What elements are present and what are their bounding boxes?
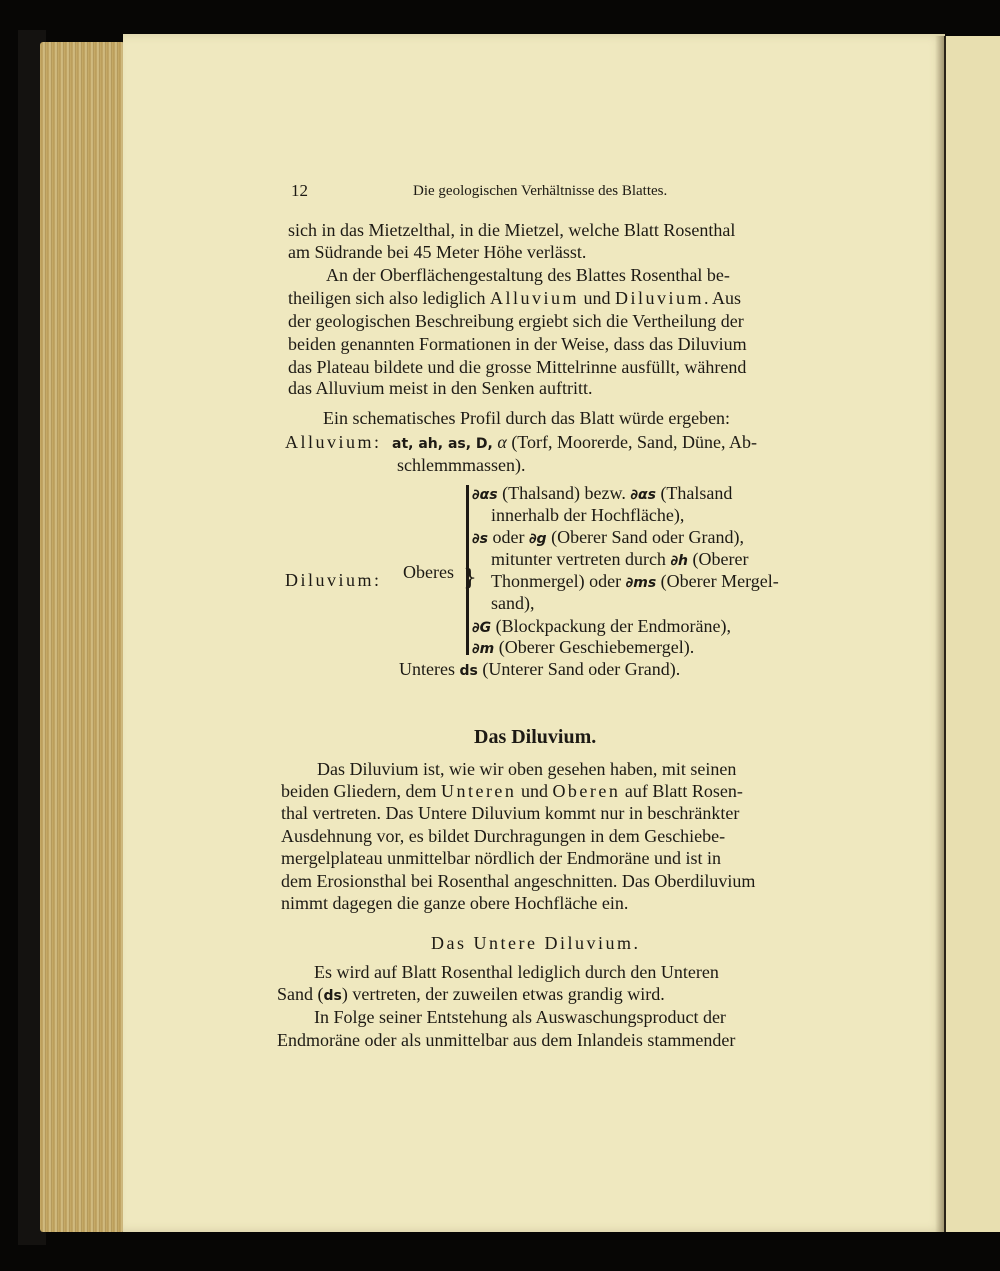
- oberes-line: ∂m (Oberer Geschiebemergel).: [472, 637, 695, 657]
- next-page-edge: [944, 36, 1000, 1232]
- text-line: In Folge seiner Entstehung als Auswaschungsproduct der: [314, 1007, 726, 1027]
- oberes-line: ∂s oder ∂g (Oberer Sand oder Grand),: [472, 527, 744, 547]
- text-line: das Plateau bildete und die grosse Mittelrinne ausfüllt, während: [288, 357, 747, 377]
- oberes-line: Thonmergel) oder ∂ms (Oberer Mergel-: [491, 571, 779, 591]
- oberes-label: Oberes: [403, 562, 454, 582]
- text-line: sich in das Mietzelthal, in die Mietzel, welche Blatt Rosenthal: [288, 220, 736, 240]
- section-heading: Das Diluvium.: [474, 726, 597, 748]
- text-line: Es wird auf Blatt Rosenthal lediglich durch den Unteren: [314, 962, 719, 982]
- alluvium-label: Alluvium:: [285, 432, 382, 452]
- page-fold-shadow: [935, 36, 944, 1232]
- oberes-line: ∂αs (Thalsand) bezw. ∂αs (Thalsand: [472, 483, 733, 503]
- text-line: am Südrande bei 45 Meter Höhe verlässt.: [288, 242, 587, 262]
- text-line: das Alluvium meist in den Senken auftritt.: [288, 378, 593, 398]
- text-line: beiden genannten Formationen in der Weise, dass das Diluvium: [288, 334, 747, 354]
- page-edges: [40, 42, 125, 1232]
- alluvium-line: at, ah, as, D, α (Torf, Moorerde, Sand, Düne, Ab-: [392, 432, 757, 452]
- subheading: Das Untere Diluvium.: [431, 933, 641, 953]
- text-line: Sand (ds) vertreten, der zuweilen etwas grandig wird.: [277, 984, 665, 1004]
- diluvium-label: Diluvium:: [285, 570, 382, 590]
- running-title: Die geologischen Verhältnisse des Blattes.: [413, 183, 668, 199]
- text-line: Endmoräne oder als unmittelbar aus dem Inlandeis stammender: [277, 1030, 736, 1050]
- oberes-line: mitunter vertreten durch ∂h (Oberer: [491, 549, 749, 569]
- alluvium-line-2: schlemmmassen).: [397, 455, 526, 475]
- unteres-line: Unteres ds (Unterer Sand oder Grand).: [399, 659, 681, 679]
- text-line: beiden Gliedern, dem Unteren und Oberen auf Blatt Rosen-: [281, 781, 743, 801]
- oberes-line: sand),: [491, 593, 535, 613]
- page-number: 12: [291, 181, 308, 200]
- text-line: Das Diluvium ist, wie wir oben gesehen haben, mit seinen: [317, 759, 737, 779]
- brace-mark: }: [463, 566, 477, 591]
- text-line: An der Oberflächengestaltung des Blattes Rosenthal be-: [326, 265, 730, 285]
- oberes-line: innerhalb der Hochfläche),: [491, 505, 685, 525]
- oberes-line: ∂G (Blockpackung der Endmoräne),: [472, 616, 732, 636]
- text-line: Ausdehnung vor, es bildet Durchragungen in dem Geschiebe-: [281, 826, 726, 846]
- text-line: nimmt dagegen die ganze obere Hochfläche ein.: [281, 893, 629, 913]
- profile-intro: Ein schematisches Profil durch das Blatt würde ergeben:: [323, 408, 731, 428]
- text-line: dem Erosionsthal bei Rosenthal angeschnitten. Das Oberdiluvium: [281, 871, 756, 891]
- text-line: mergelplateau unmittelbar nördlich der Endmoräne und ist in: [281, 848, 722, 868]
- text-line: der geologischen Beschreibung ergiebt sich die Vertheilung der: [288, 311, 744, 331]
- text-line: thal vertreten. Das Untere Diluvium kommt nur in beschränkter: [281, 803, 740, 823]
- text-line: theiligen sich also lediglich Alluvium und Diluvium. Aus: [288, 288, 742, 308]
